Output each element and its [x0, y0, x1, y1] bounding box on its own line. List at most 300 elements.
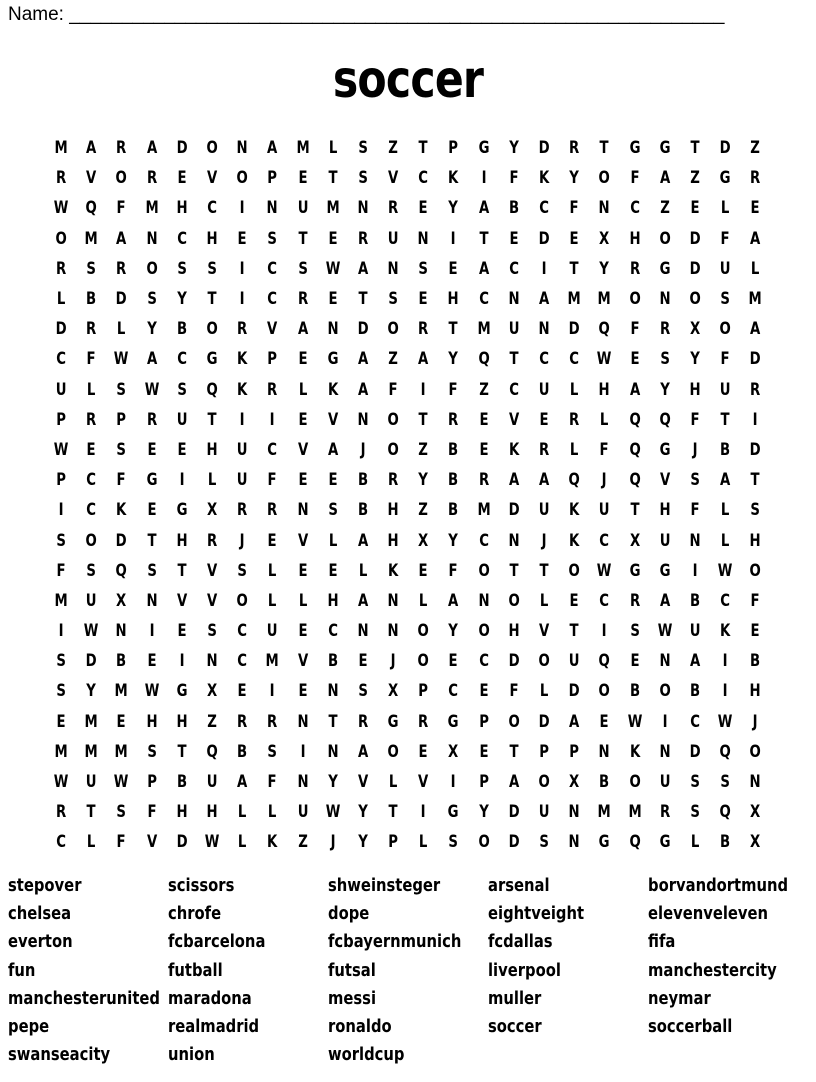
grid-letter: W [717, 711, 733, 732]
grid-letter: E [116, 711, 127, 732]
grid-letter: G [176, 500, 188, 521]
grid-letter: D [749, 349, 761, 370]
grid-letter: Q [206, 741, 218, 762]
word-list-item: fcdallas [488, 931, 553, 953]
grid-letter: O [568, 560, 580, 581]
grid-letter: Q [629, 409, 641, 430]
grid-letter: A [357, 590, 369, 611]
grid-letter: V [327, 409, 338, 430]
grid-letter: C [267, 289, 278, 310]
grid-letter: N [508, 289, 520, 310]
grid-letter: E [298, 621, 308, 642]
name-field-line: Name: ______________________________________________________________ [8, 4, 725, 25]
grid-letter: C [418, 168, 429, 189]
grid-letter: R [629, 590, 640, 611]
grid-letter: F [720, 349, 730, 370]
grid-letter: Q [719, 741, 731, 762]
grid-letter: U [719, 258, 731, 279]
grid-letter: S [629, 621, 640, 642]
grid-letter: R [267, 711, 278, 732]
grid-letter: G [659, 439, 671, 460]
grid-letter: O [629, 289, 641, 310]
grid-letter: L [117, 319, 126, 340]
grid-letter: O [417, 651, 429, 672]
grid-letter: M [597, 289, 612, 310]
grid-letter: S [56, 651, 66, 672]
grid-letter: N [266, 198, 278, 219]
grid-letter: N [387, 258, 399, 279]
grid-letter: O [538, 651, 550, 672]
grid-letter: E [479, 681, 489, 702]
grid-letter: O [598, 168, 611, 189]
grid-letter: R [388, 470, 399, 491]
grid-letter: X [599, 228, 610, 249]
grid-letter: T [328, 168, 338, 189]
word-list-item: ronaldo [328, 1015, 392, 1037]
grid-letter: O [146, 258, 158, 279]
grid-letter: V [297, 439, 308, 460]
grid-letter: E [298, 560, 308, 581]
grid-letter: D [508, 651, 520, 672]
grid-letter: N [568, 832, 580, 853]
grid-letter: G [206, 349, 218, 370]
word-list-item: soccerball [648, 1015, 733, 1037]
grid-letter: G [448, 802, 459, 823]
grid-letter: F [388, 379, 398, 400]
grid-letter: W [83, 621, 99, 642]
grid-letter: T [690, 138, 700, 159]
grid-letter: O [719, 319, 731, 340]
grid-letter: N [357, 198, 369, 219]
grid-letter: B [508, 198, 519, 219]
grid-letter: P [448, 138, 459, 159]
grid-letter: T [448, 319, 459, 340]
grid-letter: E [630, 349, 640, 370]
grid-letter: D [689, 258, 701, 279]
grid-letter: W [325, 802, 341, 823]
grid-letter: S [539, 832, 549, 853]
grid-letter: S [237, 560, 247, 581]
grid-letter: Z [297, 832, 308, 853]
grid-letter: R [750, 379, 761, 400]
grid-letter: F [509, 168, 519, 189]
grid-letter: N [146, 590, 158, 611]
grid-letter: C [690, 711, 700, 732]
grid-letter: D [538, 138, 550, 159]
word-list-item: futball [168, 959, 223, 981]
grid-letter: C [599, 530, 610, 551]
grid-letter: L [720, 198, 730, 219]
grid-letter: M [84, 228, 98, 249]
grid-letter: S [690, 802, 700, 823]
grid-letter: H [508, 621, 520, 642]
grid-letter: R [659, 802, 670, 823]
grid-letter: L [56, 289, 66, 310]
grid-letter: K [327, 379, 338, 400]
grid-letter: Q [598, 651, 611, 672]
grid-letter: E [298, 409, 308, 430]
grid-letter: I [239, 409, 245, 430]
grid-letter: B [176, 319, 187, 340]
grid-letter: M [597, 802, 612, 823]
grid-letter: E [690, 198, 700, 219]
grid-letter: C [327, 621, 338, 642]
grid-letter: Q [115, 560, 128, 581]
grid-letter: Z [418, 500, 429, 521]
word-list-item: messi [328, 987, 377, 1009]
grid-letter: P [267, 168, 278, 189]
grid-letter: H [176, 711, 188, 732]
grid-letter: U [176, 409, 188, 430]
grid-letter: E [328, 560, 338, 581]
grid-letter: F [116, 832, 127, 853]
grid-letter: E [448, 651, 459, 672]
grid-letter: S [750, 500, 761, 521]
grid-letter: U [538, 500, 550, 521]
grid-letter: C [56, 349, 66, 370]
word-list-item: muller [488, 987, 542, 1009]
grid-letter: O [236, 168, 248, 189]
grid-letter: V [357, 772, 369, 793]
grid-letter: W [114, 349, 129, 370]
grid-letter: A [357, 530, 369, 551]
grid-letter: A [357, 349, 369, 370]
grid-letter: T [599, 138, 609, 159]
grid-letter: R [86, 319, 97, 340]
grid-letter: X [388, 681, 399, 702]
grid-letter: L [328, 530, 338, 551]
grid-letter: J [601, 470, 607, 491]
grid-letter: O [749, 560, 762, 581]
grid-letter: V [146, 832, 157, 853]
grid-letter: H [659, 500, 671, 521]
grid-letter: L [720, 500, 730, 521]
grid-letter: O [115, 168, 128, 189]
grid-letter: R [357, 228, 369, 249]
word-list-item: union [168, 1044, 215, 1066]
grid-letter: C [539, 349, 549, 370]
grid-letter: N [357, 409, 369, 430]
grid-letter: T [479, 228, 489, 249]
grid-letter: E [267, 530, 277, 551]
grid-letter: O [749, 741, 762, 762]
grid-letter: N [659, 651, 671, 672]
grid-letter: V [508, 409, 520, 430]
grid-letter: T [298, 228, 308, 249]
grid-letter: E [147, 439, 157, 460]
grid-letter: G [719, 168, 731, 189]
grid-letter: A [538, 289, 550, 310]
grid-letter: B [448, 439, 459, 460]
grid-letter: I [269, 681, 275, 702]
grid-letter: O [478, 621, 490, 642]
grid-letter: N [598, 741, 611, 762]
grid-letter: D [357, 319, 369, 340]
grid-letter: T [147, 530, 157, 551]
grid-letter: V [418, 772, 429, 793]
grid-letter: V [86, 168, 97, 189]
grid-letter: O [55, 228, 67, 249]
grid-letter: G [659, 832, 671, 853]
grid-letter: O [598, 681, 611, 702]
grid-letter: F [750, 590, 760, 611]
grid-letter: A [418, 349, 429, 370]
grid-letter: T [720, 409, 730, 430]
grid-letter: E [328, 228, 338, 249]
grid-letter: F [569, 198, 579, 219]
grid-letter: D [689, 741, 701, 762]
grid-letter: E [177, 621, 187, 642]
grid-letter: R [418, 711, 429, 732]
grid-letter: A [569, 711, 580, 732]
grid-letter: E [509, 228, 519, 249]
grid-letter: I [541, 258, 547, 279]
grid-letter: L [237, 832, 247, 853]
grid-letter: Z [418, 439, 429, 460]
grid-letter: P [146, 772, 157, 793]
grid-letter: I [300, 741, 306, 762]
grid-letter: L [419, 590, 428, 611]
grid-letter: S [177, 379, 187, 400]
grid-letter: K [237, 349, 248, 370]
grid-letter: Y [660, 379, 670, 400]
grid-letter: L [358, 560, 368, 581]
grid-letter: R [750, 168, 761, 189]
grid-letter: F [720, 228, 730, 249]
grid-letter: G [659, 138, 671, 159]
grid-letter: I [451, 772, 456, 793]
grid-letter: D [85, 651, 97, 672]
grid-letter: S [297, 258, 308, 279]
grid-letter: C [478, 651, 489, 672]
grid-letter: E [86, 439, 96, 460]
grid-letter: I [58, 621, 64, 642]
grid-letter: D [176, 832, 188, 853]
grid-letter: W [144, 379, 159, 400]
grid-letter: O [659, 228, 671, 249]
grid-letter: D [538, 228, 550, 249]
grid-letter: O [508, 711, 520, 732]
grid-letter: K [720, 621, 731, 642]
grid-letter: D [115, 289, 127, 310]
grid-letter: L [298, 379, 307, 400]
grid-letter: U [55, 379, 67, 400]
grid-letter: T [418, 138, 428, 159]
grid-letter: U [236, 439, 248, 460]
grid-letter: C [720, 590, 731, 611]
grid-letter: Z [207, 711, 217, 732]
grid-letter: R [478, 470, 489, 491]
grid-letter: R [116, 138, 127, 159]
grid-letter: G [387, 711, 399, 732]
grid-letter: D [689, 228, 701, 249]
grid-letter: D [568, 319, 580, 340]
grid-letter: N [297, 500, 309, 521]
grid-letter: N [206, 651, 218, 672]
grid-letter: G [478, 138, 490, 159]
grid-letter: A [357, 741, 369, 762]
grid-letter: E [479, 741, 489, 762]
grid-letter: T [750, 470, 760, 491]
grid-letter: R [237, 500, 248, 521]
grid-letter: K [538, 168, 550, 189]
grid-letter: E [599, 711, 610, 732]
grid-letter: E [750, 198, 760, 219]
grid-letter: C [86, 470, 97, 491]
grid-letter: X [448, 741, 459, 762]
grid-letter: K [388, 560, 399, 581]
grid-letter: A [659, 590, 670, 611]
grid-letter: K [448, 168, 459, 189]
grid-letter: Q [659, 409, 671, 430]
grid-letter: F [116, 198, 127, 219]
grid-letter: H [176, 530, 188, 551]
grid-letter: M [54, 741, 68, 762]
grid-letter: S [388, 289, 398, 310]
grid-letter: V [297, 651, 308, 672]
grid-letter: O [206, 319, 218, 340]
grid-letter: A [478, 198, 489, 219]
grid-letter: O [508, 590, 520, 611]
grid-letter: N [689, 530, 701, 551]
grid-letter: W [657, 621, 673, 642]
grid-letter: M [145, 198, 159, 219]
grid-letter: N [146, 228, 158, 249]
grid-letter: B [720, 439, 731, 460]
grid-letter: U [689, 621, 701, 642]
grid-letter: Z [690, 168, 700, 189]
grid-letter: S [177, 258, 187, 279]
grid-letter: N [659, 741, 671, 762]
grid-letter: H [146, 711, 158, 732]
grid-letter: T [328, 711, 338, 732]
grid-letter: L [419, 832, 428, 853]
grid-letter: L [328, 138, 338, 159]
grid-letter: U [719, 379, 731, 400]
grid-letter: U [297, 802, 308, 823]
grid-letter: C [86, 500, 97, 521]
grid-letter: V [206, 590, 218, 611]
grid-letter: V [538, 621, 550, 642]
grid-letter: I [451, 228, 456, 249]
grid-letter: B [599, 772, 610, 793]
grid-letter: H [387, 500, 399, 521]
grid-letter: I [420, 802, 426, 823]
grid-letter: I [239, 258, 245, 279]
grid-letter: X [418, 530, 429, 551]
grid-letter: Q [206, 379, 218, 400]
grid-letter: F [690, 500, 700, 521]
grid-letter: K [569, 530, 580, 551]
grid-letter: R [569, 409, 580, 430]
grid-letter: O [236, 590, 248, 611]
grid-letter: S [116, 379, 127, 400]
grid-letter: P [478, 772, 489, 793]
grid-letter: C [56, 832, 66, 853]
grid-letter: F [448, 560, 459, 581]
grid-letter: L [207, 470, 217, 491]
grid-letter: R [569, 138, 580, 159]
grid-letter: T [569, 621, 579, 642]
word-list [8, 874, 808, 1071]
grid-letter: R [267, 379, 278, 400]
grid-letter: M [54, 590, 68, 611]
grid-letter: R [116, 258, 127, 279]
grid-letter: I [722, 681, 728, 702]
grid-letter: R [55, 802, 67, 823]
grid-letter: Y [327, 772, 338, 793]
grid-letter: O [689, 289, 701, 310]
grid-letter: O [659, 681, 671, 702]
grid-letter: B [629, 681, 640, 702]
grid-letter: N [115, 621, 128, 642]
grid-letter: T [509, 349, 519, 370]
grid-letter: H [176, 802, 188, 823]
word-list-item: futsal [328, 959, 376, 981]
word-list-item: fcbarcelona [168, 931, 266, 953]
grid-letter: J [692, 439, 698, 460]
grid-letter: W [114, 772, 129, 793]
grid-letter: Y [358, 832, 368, 853]
grid-letter: B [176, 772, 187, 793]
grid-letter: T [177, 560, 187, 581]
grid-letter: F [509, 681, 519, 702]
grid-letter: F [86, 349, 96, 370]
grid-letter: M [84, 741, 98, 762]
word-list-item: eightveight [488, 903, 585, 925]
page-title: soccer [332, 50, 484, 110]
grid-letter: B [448, 470, 459, 491]
grid-letter: H [629, 228, 641, 249]
grid-letter: Q [629, 832, 641, 853]
grid-letter: Y [509, 138, 519, 159]
grid-letter: F [630, 168, 640, 189]
grid-letter: W [144, 681, 159, 702]
grid-letter: E [569, 590, 579, 611]
grid-letter: D [115, 530, 127, 551]
grid-letter: P [418, 681, 429, 702]
grid-letter: S [86, 258, 97, 279]
word-list-item: maradona [168, 987, 252, 1009]
grid-letter: K [267, 832, 278, 853]
grid-letter: M [84, 711, 98, 732]
grid-letter: V [206, 560, 218, 581]
grid-letter: Z [388, 138, 398, 159]
grid-letter: E [328, 470, 338, 491]
grid-letter: A [508, 772, 520, 793]
grid-letter: B [689, 590, 701, 611]
grid-letter: R [206, 530, 218, 551]
grid-letter: I [149, 621, 155, 642]
grid-letter: E [298, 168, 308, 189]
grid-letter: B [720, 832, 731, 853]
grid-letter: Y [599, 258, 610, 279]
grid-letter: U [538, 802, 550, 823]
grid-letter: Q [478, 349, 490, 370]
grid-letter: O [387, 741, 399, 762]
grid-letter: H [206, 802, 218, 823]
grid-letter: G [629, 560, 641, 581]
word-list-item: fcbayernmunich [328, 931, 462, 953]
grid-letter: N [236, 138, 248, 159]
grid-letter: O [85, 530, 97, 551]
grid-letter: M [477, 319, 491, 340]
grid-letter: I [239, 289, 245, 310]
grid-letter: C [237, 621, 248, 642]
grid-letter: S [146, 741, 157, 762]
grid-letter: I [662, 711, 668, 732]
word-list-item: arsenal [488, 875, 550, 896]
